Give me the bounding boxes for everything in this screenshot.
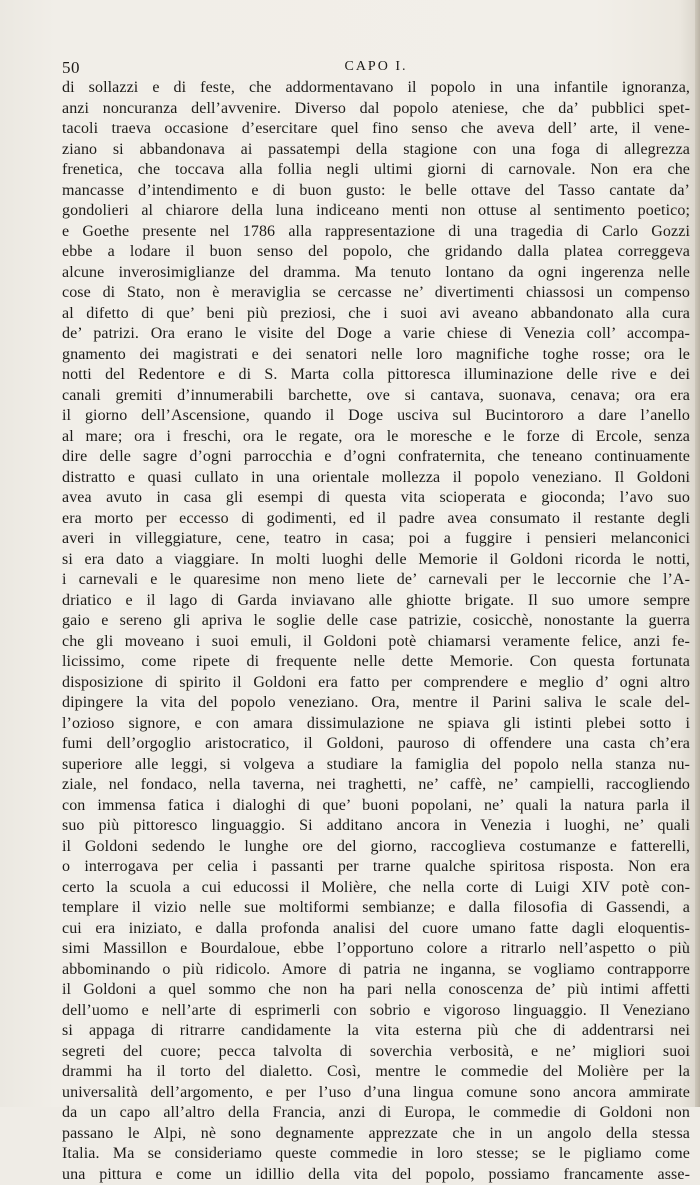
- text-line: alcune inverosimiglianze del dramma. Ma tenuto lontano da ogni ingerenza nelle: [62, 263, 690, 284]
- text-line: ziale, nel fondaco, nella taverna, nei traghetti, ne’ caffè, ne’ campielli, raccogliendo: [62, 775, 690, 796]
- text-line: passano le Alpi, nè sono degnamente apprezzate che in un angolo della stessa: [62, 1124, 690, 1145]
- text-line: dire delle sagre d’ogni parrocchia e d’ogni confraternita, che teneano continuamente: [62, 447, 690, 468]
- text-line: fumi dell’orgoglio aristocratico, il Goldoni, pauroso di offendere una casta ch’era: [62, 734, 690, 755]
- text-line: abbominando o più ridicolo. Amore di patria ne inganna, se vogliamo contrapporre: [62, 960, 690, 981]
- text-line: il giorno dell’Ascensione, quando il Doge usciva sul Bucintororo a dare l’anello: [62, 406, 690, 427]
- text-line: de’ patrizi. Ora erano le visite del Doge a varie chiese di Venezia coll’ accompa-: [62, 324, 690, 345]
- text-line: Italia. Ma se consideriamo queste commedie in loro stesse; se le pigliamo come: [62, 1144, 690, 1165]
- text-line: da un capo all’altro della Francia, anzi di Europa, le commedie di Goldoni non: [62, 1103, 690, 1124]
- text-line: dipingere la vita del popolo veneziano. Ora, mentre il Parini saliva le scale del-: [62, 693, 690, 714]
- text-line: licissimo, come ripete di frequente nelle dette Memorie. Con questa fortunata: [62, 652, 690, 673]
- text-line: suo più pittoresco linguaggio. Si additano ancora in Venezia i luoghi, ne’ quali: [62, 816, 690, 837]
- text-line: al difetto di que’ beni più preziosi, che i suoi avi aveano abbandonato alla cura: [62, 304, 690, 325]
- page-edge: [695, 0, 700, 1107]
- text-line: cose di Stato, non è meraviglia se cercasse ne’ divertimenti chiassosi un compenso: [62, 283, 690, 304]
- text-line: gnamento dei magistrati e dei senatori nelle loro magnifiche toghe rosse; ora le: [62, 345, 690, 366]
- text-line: ziano si abbandonava ai passatempi della stagione con una foga di allegrezza: [62, 140, 690, 161]
- text-line: e Goethe presente nel 1786 alla rappresentazione di una tragedia di Carlo Gozzi: [62, 222, 690, 243]
- text-line: segreti del cuore; pecca talvolta di soverchia verbosità, e ne’ migliori suoi: [62, 1042, 690, 1063]
- text-line: avea avuto in casa gli esempi di questa vita scioperata e gioconda; l’avo suo: [62, 488, 690, 509]
- text-line: driatico e il lago di Garda inviavano alle ghiotte brigate. Il suo umore sempre: [62, 591, 690, 612]
- text-line: disposizione di spirito il Goldoni era fatto per comprendere e meglio d’ ogni altro: [62, 673, 690, 694]
- text-line: che gli moveano i suoi emuli, il Goldoni potè chiamarsi veramente felice, anzi fe-: [62, 632, 690, 653]
- text-line: o interrogava per celia i passanti per trarne qualche spiritosa risposta. Non era: [62, 857, 690, 878]
- text-line: gondolieri al chiarore della luna indiceano menti non ottuse al sentimento poetico;: [62, 201, 690, 222]
- text-line: superiore alle leggi, si volgeva a studiare la famiglia del popolo nella stanza nu-: [62, 755, 690, 776]
- text-line: averi in villeggiature, cene, teatro in casa; poi a fuggire i pensieri melanconici: [62, 529, 690, 550]
- text-line: i carnevali e le quaresime non meno liete de’ carnevali per le leccornie che l’A-: [62, 570, 690, 591]
- text-line: distratto e quasi cullato in una orientale mollezza il popolo veneziano. Il Goldoni: [62, 468, 690, 489]
- body-text: [62, 78, 690, 1185]
- page-number: 50: [62, 58, 80, 78]
- text-line: templare il vizio nelle sue moltiformi sembianze; e dalla filosofia di Gassendi, a: [62, 898, 690, 919]
- text-line: l’ozioso signore, e con amara dissimulazione ne spiava gli istinti plebei sotto i: [62, 714, 690, 735]
- text-line: mancasse d’intendimento e di buon gusto: le belle ottave del Tasso cantate da’: [62, 181, 690, 202]
- text-line: anzi noncuranza dell’avvenire. Diverso dal popolo ateniese, che da’ pubblici spet-: [62, 99, 690, 120]
- text-line: ebbe a lodare il buon senso del popolo, che gridando dalla platea correggeva: [62, 242, 690, 263]
- text-line: con immensa fatica i dialoghi di que’ buoni popolani, ne’ quali la natura parla il: [62, 796, 690, 817]
- text-line: di sollazzi e di feste, che addormentavano il popolo in una infantile ignoranza,: [62, 78, 690, 99]
- text-line: canali gremiti d’innumerabili barchette, ove si cantava, suonava, cenava; ora era: [62, 386, 690, 407]
- text-line: certo la scuola a cui educossi il Molière, che nella corte di Luigi XIV potè con-: [62, 878, 690, 899]
- text-line: universalità dell’argomento, e per l’uso d’una lingua comune sono ancora ammirate: [62, 1083, 690, 1104]
- running-head: CAPO I.: [62, 59, 690, 75]
- text-line: si appaga di ritrarre candidamente la vita esterna più che di addentrarsi nei: [62, 1021, 690, 1042]
- page-header: [62, 58, 690, 78]
- text-line: al mare; ora i freschi, ora le regate, ora le moresche e le forze di Ercole, senza: [62, 427, 690, 448]
- text-line: gaio e sereno gli apriva le soglie delle case patrizie, cosicchè, nonostante la guerra: [62, 611, 690, 632]
- text-line: era morto per eccesso di godimenti, ed il padre avea consumato il restante degli: [62, 509, 690, 530]
- text-line: cui era iniziato, e dalla profonda analisi del cuore umano fatte dagli eloquentis-: [62, 919, 690, 940]
- text-line: dell’uomo e nell’arte di esprimerli con sobrio e vigoroso linguaggio. Il Veneziano: [62, 1001, 690, 1022]
- text-line: il Goldoni sedendo le lunghe ore del giorno, raccoglieva costumanze e fatterelli,: [62, 837, 690, 858]
- text-line: drammi ha il torto del dialetto. Così, mentre le commedie del Molière per la: [62, 1062, 690, 1083]
- text-line: notti del Redentore e di S. Marta colla pittoresca illuminazione delle rive e dei: [62, 365, 690, 386]
- text-line: il Goldoni a quel sommo che non ha pari nella conoscenza de’ più intimi affetti: [62, 980, 690, 1001]
- text-line: tacoli traeva occasione d’esercitare quel fino senso che aveva dell’ arte, il vene-: [62, 119, 690, 140]
- text-line: si era dato a viaggiare. In molti luoghi delle Memorie il Goldoni ricorda le notti,: [62, 550, 690, 571]
- text-line: frenetica, che toccava alla follia negli ultimi giorni di carnovale. Non era che: [62, 160, 690, 181]
- text-line: una pittura e come un idillio della vita del popolo, possiamo francamente asse-: [62, 1165, 690, 1185]
- text-line: simi Massillon e Bourdaloue, ebbe l’opportuno colore a ritrarlo nell’aspetto o più: [62, 939, 690, 960]
